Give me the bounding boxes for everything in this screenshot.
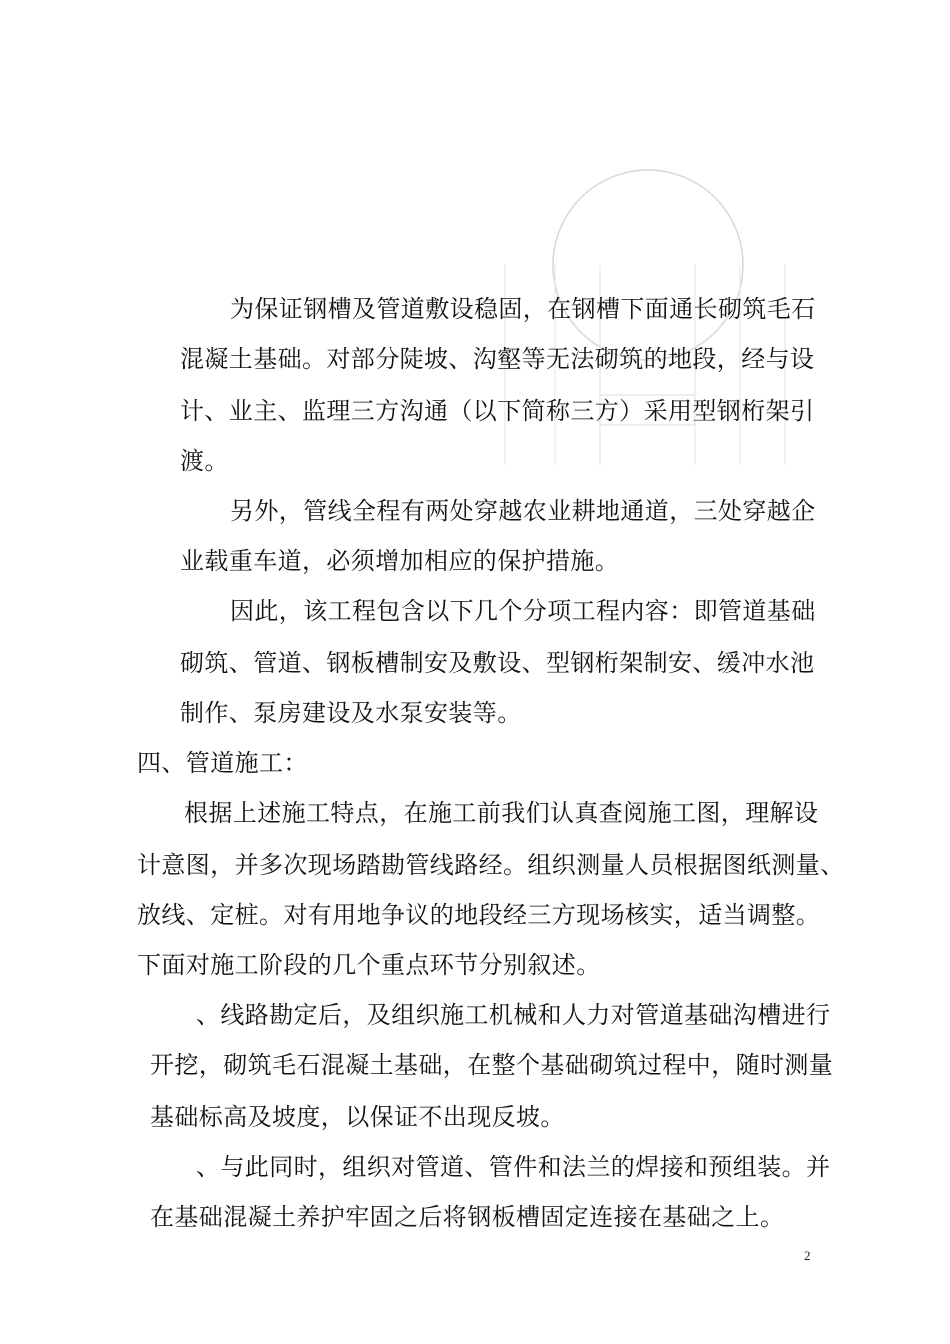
paragraph-line: 计、业主、监理三方沟通（以下简称三方）采用型钢桁架引 <box>180 397 815 425</box>
list-item-line: 基础标高及坡度，以保证不出现反坡。 <box>150 1103 565 1131</box>
paragraph-line: 另外，管线全程有两处穿越农业耕地通道，三处穿越企 <box>230 497 816 525</box>
list-item-line: 开挖，砌筑毛石混凝土基础，在整个基础砌筑过程中，随时测量 <box>150 1051 834 1079</box>
page-number: 2 <box>804 1248 811 1263</box>
section-heading: 四、管道施工： <box>137 749 308 777</box>
list-item-line: 、线路勘定后，及组织施工机械和人力对管道基础沟槽进行 <box>196 1001 831 1029</box>
paragraph-line: 混凝土基础。对部分陡坡、沟壑等无法砌筑的地段，经与设 <box>180 345 815 373</box>
paragraph-line: 制作、泵房建设及水泵安装等。 <box>180 699 522 727</box>
paragraph-line: 因此，该工程包含以下几个分项工程内容：即管道基础 <box>230 597 816 625</box>
paragraph-line: 计意图，并多次现场踏勘管线路经。组织测量人员根据图纸测量、 <box>137 851 845 879</box>
paragraph-line: 业载重车道，必须增加相应的保护措施。 <box>180 547 620 575</box>
paragraph-line: 放线、定桩。对有用地争议的地段经三方现场核实，适当调整。 <box>137 901 821 929</box>
list-item-line: 在基础混凝土养护牢固之后将钢板槽固定连接在基础之上。 <box>150 1203 785 1231</box>
paragraph-line: 下面对施工阶段的几个重点环节分别叙述。 <box>137 951 601 979</box>
paragraph-line: 为保证钢槽及管道敷设稳固，在钢槽下面通长砌筑毛石 <box>230 295 816 323</box>
paragraph-line: 砌筑、管道、钢板槽制安及敷设、型钢桁架制安、缓冲水池 <box>180 649 815 677</box>
paragraph-line: 渡。 <box>180 447 229 475</box>
list-item-line: 、与此同时，组织对管道、管件和法兰的焊接和预组装。并 <box>196 1153 831 1181</box>
paragraph-line: 根据上述施工特点，在施工前我们认真查阅施工图，理解设 <box>184 799 819 827</box>
